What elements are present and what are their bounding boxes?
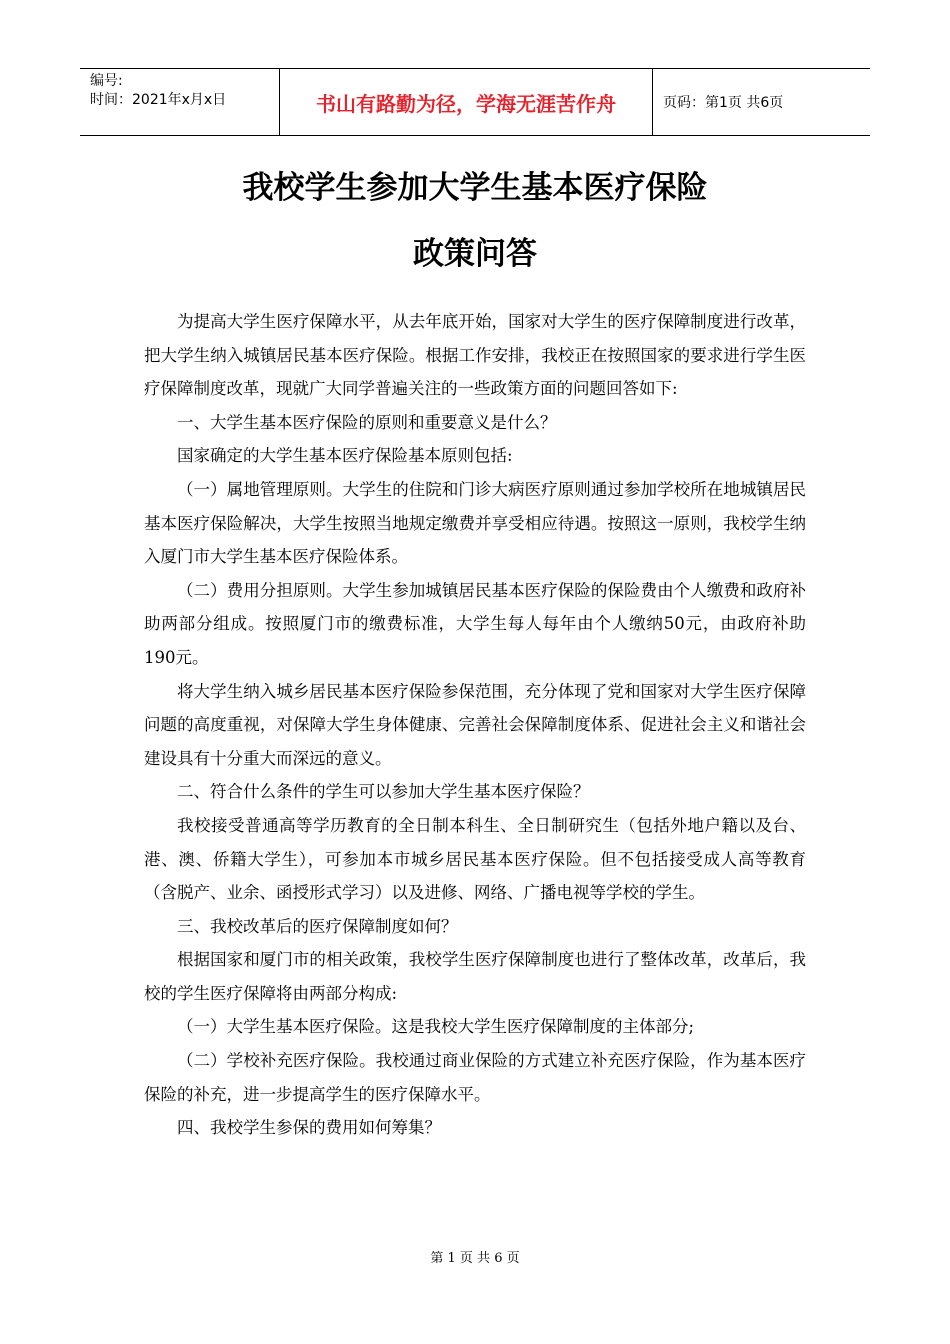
paragraph: （二）费用分担原则。大学生参加城镇居民基本医疗保险的保险费由个人缴费和政府补助两部分组成。按照厦门市的缴费标准，大学生每人每年由个人缴纳50元，由政府补助190元。 bbox=[144, 580, 806, 667]
document-title-line2: 政策问答 bbox=[413, 236, 537, 272]
paragraph: （一）属地管理原则。大学生的住院和门诊大病医疗原则通过参加学校所在地城镇居民基本医疗保险解决，大学生按照当地规定缴费并享受相应待遇。按照这一原则，我校学生纳入厦门市大学生基本医疗保险体系。 bbox=[144, 479, 806, 567]
paragraph: 将大学生纳入城乡居民基本医疗保险参保范围，充分体现了党和国家对大学生医疗保障问题的高度重视，对保障大学生身体健康、完善社会保障制度体系、促进社会主义和谐社会建设具有十分重大而深远的意义。 bbox=[144, 681, 806, 768]
document-title-line1: 我校学生参加大学生基本医疗保险 bbox=[242, 170, 708, 206]
section-heading: 四、我校学生参保的费用如何筹集？ bbox=[177, 1118, 441, 1138]
section-heading: 三、我校改革后的医疗保障制度如何？ bbox=[177, 916, 458, 936]
page-footer: 第 1 页 共 6 页 bbox=[430, 1251, 520, 1266]
paragraph: 我校接受普通高等学历教育的全日制本科生、全日制研究生（包括外地户籍以及台、港、澳、侨籍大学生），可参加本市城乡居民基本医疗保险。但不包括接受成人高等教育（含脱产、业余、函授形式学习）以及进修、网络、广播电视等学校的学生。 bbox=[144, 815, 806, 903]
paragraph: （一）大学生基本医疗保险。这是我校大学生医疗保障制度的主体部分; bbox=[177, 1017, 695, 1037]
paragraph: 为提高大学生医疗保障水平，从去年底开始，国家对大学生的医疗保障制度进行改革，把大学生纳入城镇居民基本医疗保险。根据工作安排，我校正在按照国家的要求进行学生医疗保障制度改革，现就广大同学普遍关注的一些政策方面的问题回答如下: bbox=[144, 312, 806, 399]
page-code: 页码：第1页 共6页 bbox=[663, 95, 784, 111]
date-label: 时间：2021年x月x日 bbox=[90, 92, 227, 108]
number-label: 编号: bbox=[90, 73, 123, 89]
section-heading: 二、符合什么条件的学生可以参加大学生基本医疗保险？ bbox=[177, 782, 590, 802]
document-body bbox=[144, 305, 806, 1145]
document-header bbox=[80, 68, 870, 136]
paragraph: 根据国家和厦门市的相关政策，我校学生医疗保障制度也进行了整体改革，改革后，我校的学生医疗保障将由两部分构成: bbox=[144, 950, 806, 1003]
section-heading: 一、大学生基本医疗保险的原则和重要意义是什么？ bbox=[177, 412, 557, 432]
paragraph: 国家确定的大学生基本医疗保险基本原则包括: bbox=[177, 446, 513, 466]
header-meta bbox=[80, 69, 280, 135]
paragraph: （二）学校补充医疗保险。我校通过商业保险的方式建立补充医疗保险，作为基本医疗保险的补充，进一步提高学生的医疗保障水平。 bbox=[144, 1051, 806, 1104]
motto: 书山有路勤为径，学海无涯苦作舟 bbox=[280, 69, 653, 135]
